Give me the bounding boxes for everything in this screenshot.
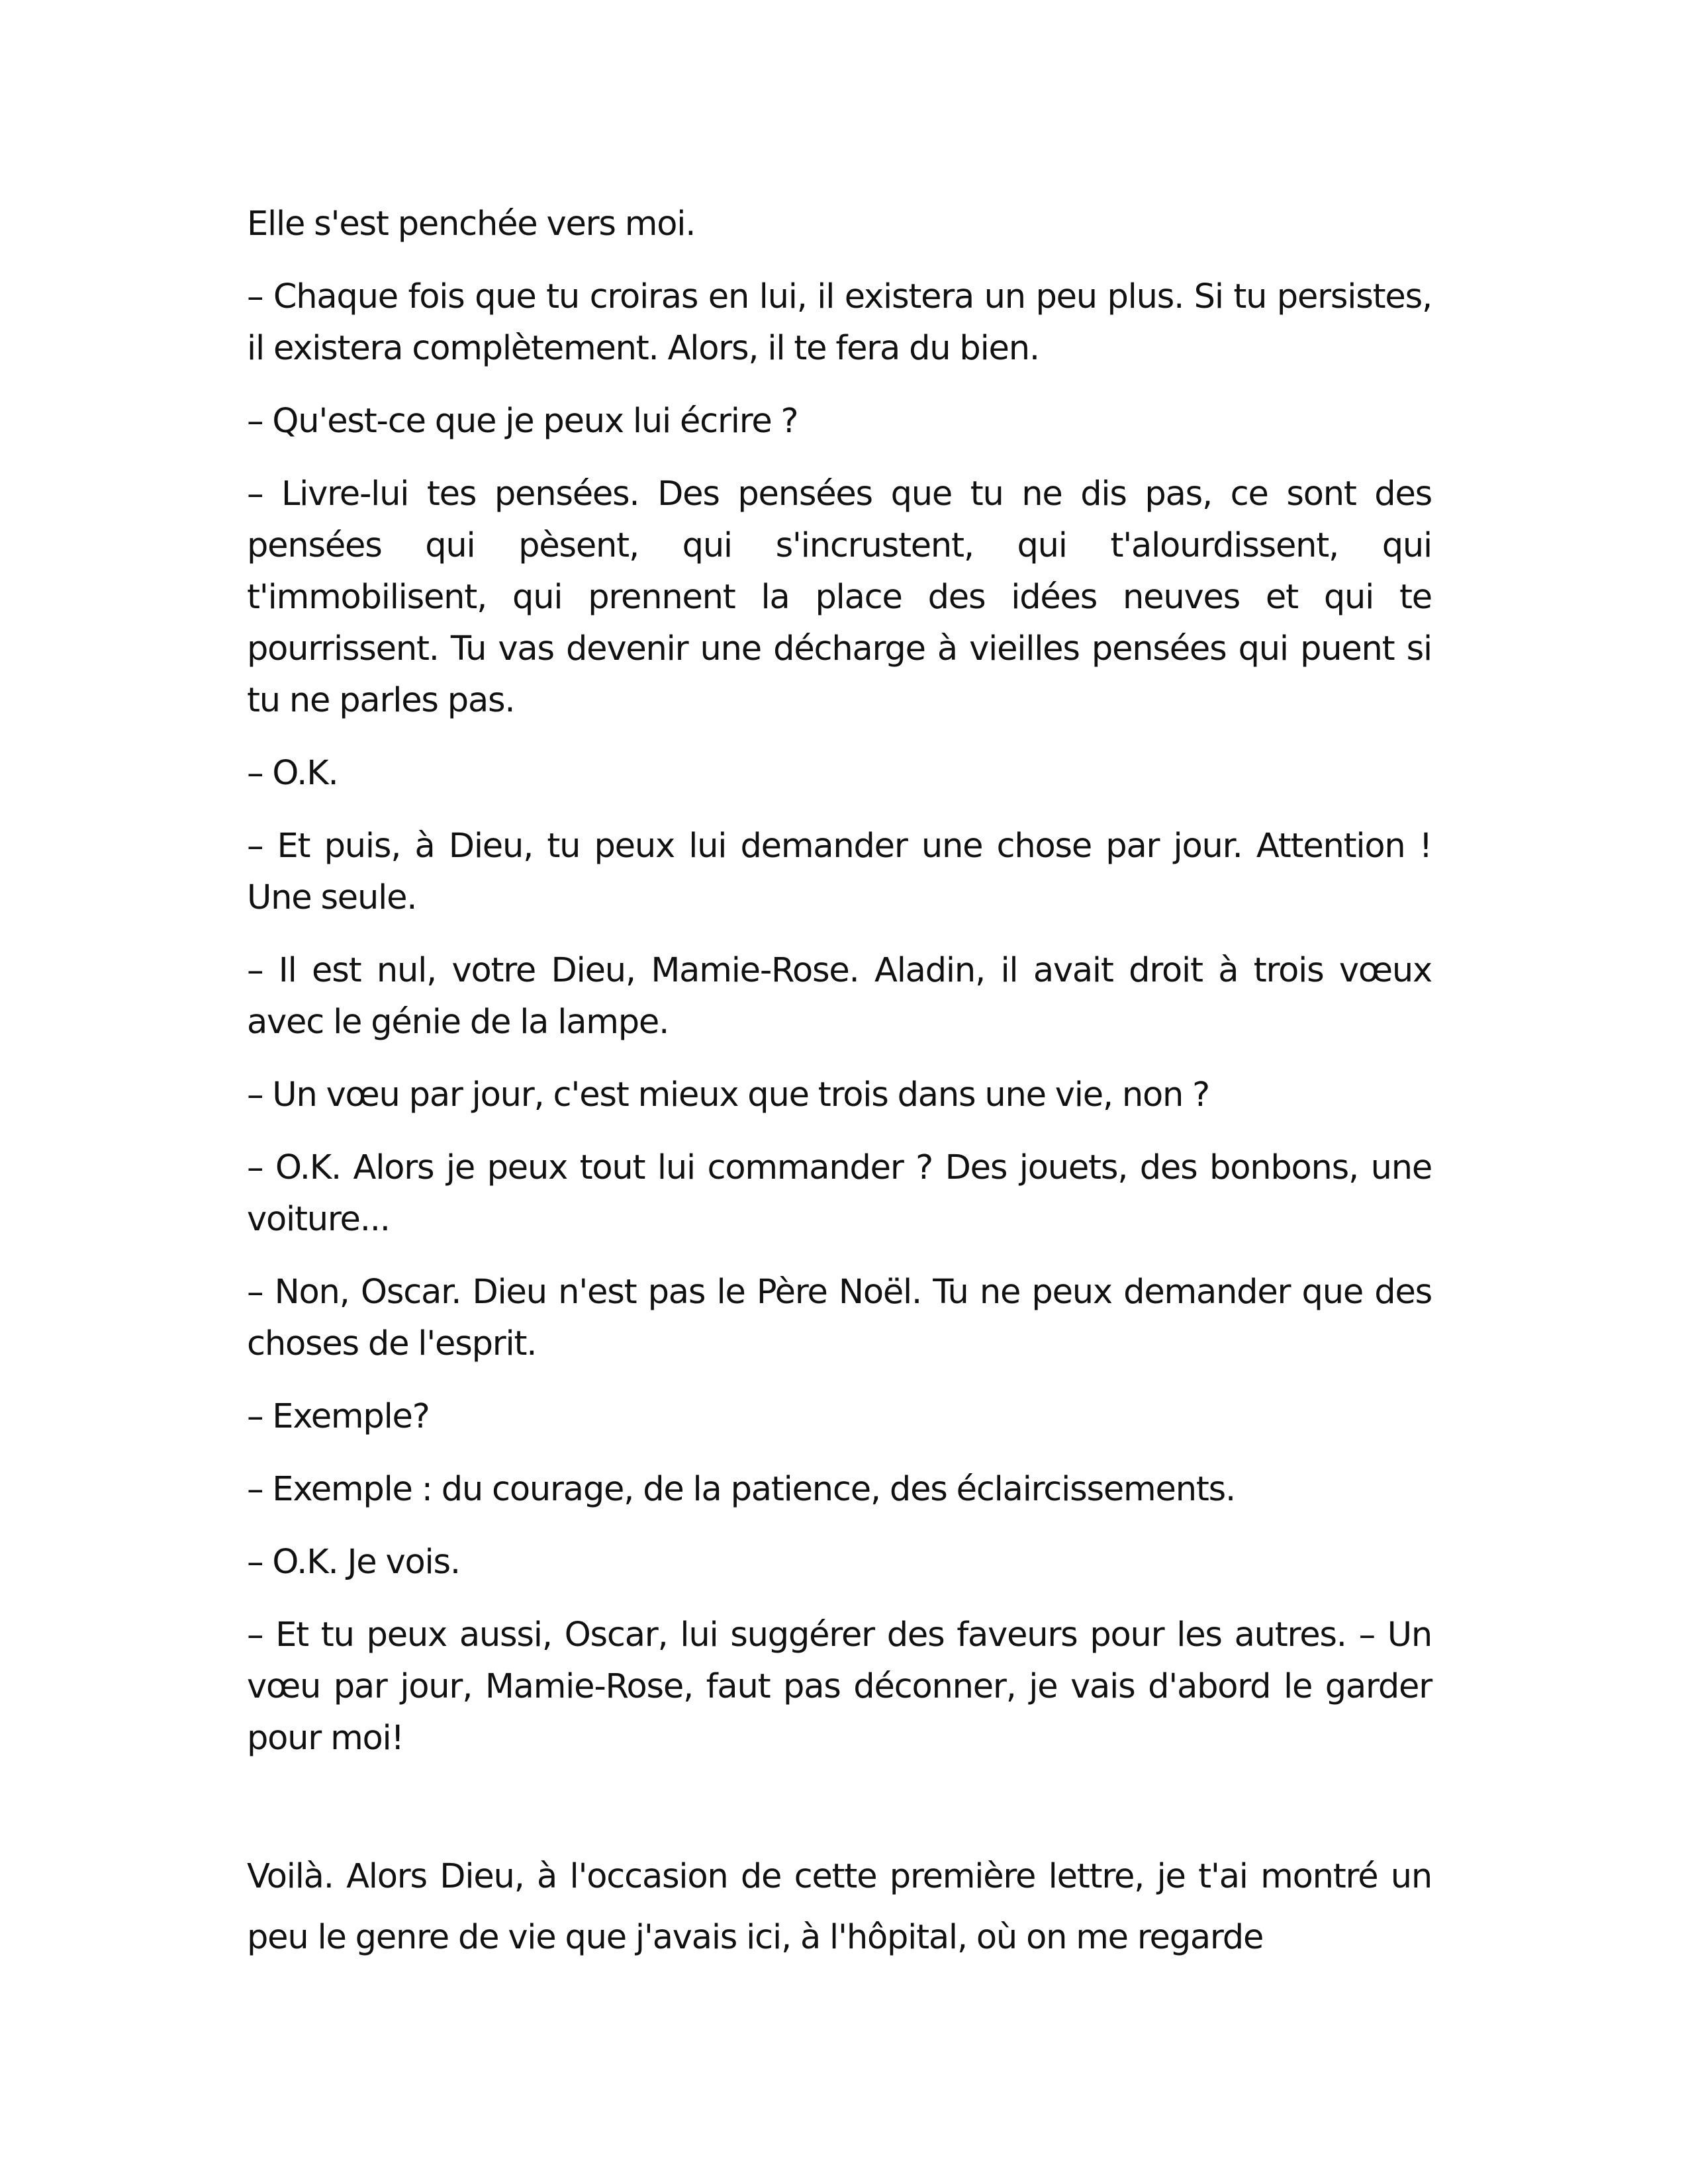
section-gap [247,1786,1432,1846]
paragraph: – O.K. [247,754,338,793]
paragraph: – O.K. Alors je peux tout lui commander ? Des jouets, des bonbons, une voiture... [247,1148,1432,1239]
paragraph: – Exemple : du courage, de la patience, des éclaircissements. [247,1470,1235,1509]
paragraph: – Chaque fois que tu croiras en lui, il existera un peu plus. Si tu persistes, il existera complètement. Alors, il te fera du bien. [247,277,1432,368]
paragraph: – Et tu peux aussi, Oscar, lui suggérer des faveurs pour les autres. – Un vœu par jour, Mamie-Rose, faut pas déconner, je vais d'abord le garder pour moi! [247,1615,1432,1758]
paragraph: – Et puis, à Dieu, tu peux lui demander une chose par jour. Attention ! Une seule. [247,827,1432,917]
paragraph: Elle s'est penchée vers moi. [247,205,696,244]
paragraph: – Il est nul, votre Dieu, Mamie-Rose. Aladin, il avait droit à trois vœux avec le génie de la lampe. [247,951,1432,1042]
paragraph: – Exemple? [247,1397,430,1436]
paragraph: – O.K. Je vois. [247,1543,460,1582]
closing-paragraph: Voilà. Alors Dieu, à l'occasion de cette première lettre, je t'ai montré un peu le genre de vie que j'avais ici, à l'hôpital, où on me regarde [247,1857,1432,1957]
paragraph: – Un vœu par jour, c'est mieux que trois dans une vie, non ? [247,1075,1210,1115]
paragraph: – Qu'est-ce que je peux lui écrire ? [247,402,798,441]
paragraph: – Livre-lui tes pensées. Des pensées que tu ne dis pas, ce sont des pensées qui pèsent, qui s'incrustent, qui t'alourdissent, qui t'immobilisent, qui prennent la place des idées neuves et qui te pourrissent. Tu vas devenir une décharge à vieilles pensées qui puent si tu ne parles pas. [247,475,1432,720]
paragraph: – Non, Oscar. Dieu n'est pas le Père Noël. Tu ne peux demander que des choses de l'esprit. [247,1273,1432,1363]
body-text [247,199,1432,1968]
